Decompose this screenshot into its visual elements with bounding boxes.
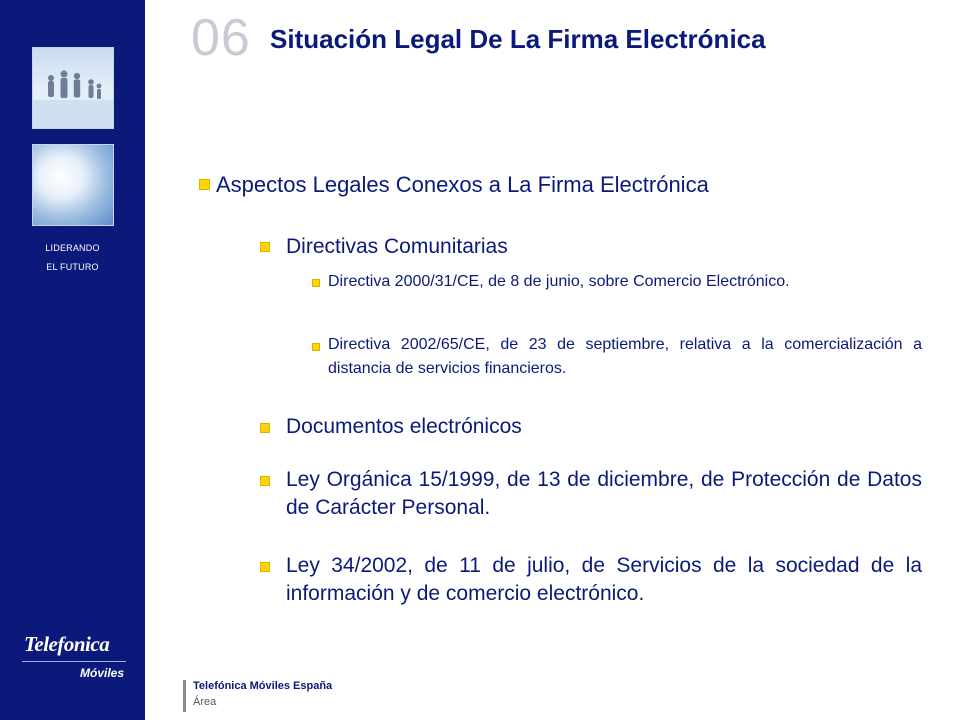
slide-number: 06 xyxy=(191,9,251,67)
list-item: Ley Orgánica 15/1999, de 13 de diciembre, de Protección de Datos de Carácter Personal. xyxy=(286,468,922,519)
bullet-marker xyxy=(312,279,320,287)
list-item: Directivas Comunitarias xyxy=(286,235,508,258)
list-item: Directiva 2000/31/CE, de 8 de junio, sobre Comercio Electrónico. xyxy=(328,273,790,290)
logo-sub-text: Móviles xyxy=(80,666,125,680)
slide-title: Situación Legal De La Firma Electrónica xyxy=(270,24,766,54)
tagline-line1: LIDERANDO xyxy=(45,243,100,253)
footer-area: Área xyxy=(193,696,217,708)
list-item: Ley 34/2002, de 11 de julio, de Servicios de la sociedad de la información y de comercio electrónico. xyxy=(286,554,922,605)
logo-brand-text: Telefonica xyxy=(24,632,110,656)
telefonica-logo xyxy=(18,630,128,690)
bullet-marker xyxy=(260,423,270,433)
tagline-line2: EL FUTURO xyxy=(46,262,99,272)
list-item: Documentos electrónicos xyxy=(286,415,522,438)
section-heading: Aspectos Legales Conexos a La Firma Electrónica xyxy=(216,172,709,197)
logo-divider xyxy=(22,661,126,662)
bullet-marker xyxy=(199,179,210,190)
list-item: Directiva 2002/65/CE, de 23 de septiembre, relativa a la comercialización a distancia de servicios financieros. xyxy=(328,336,922,377)
bullet-marker xyxy=(260,562,270,572)
bullet-marker xyxy=(312,343,320,351)
sidebar xyxy=(0,0,145,720)
footer-divider xyxy=(183,680,186,712)
footer-company: Telefónica Móviles España xyxy=(193,680,333,692)
people-photo xyxy=(32,47,114,129)
clouds-photo xyxy=(32,144,114,226)
bullet-marker xyxy=(260,476,270,486)
bullet-marker xyxy=(260,242,270,252)
